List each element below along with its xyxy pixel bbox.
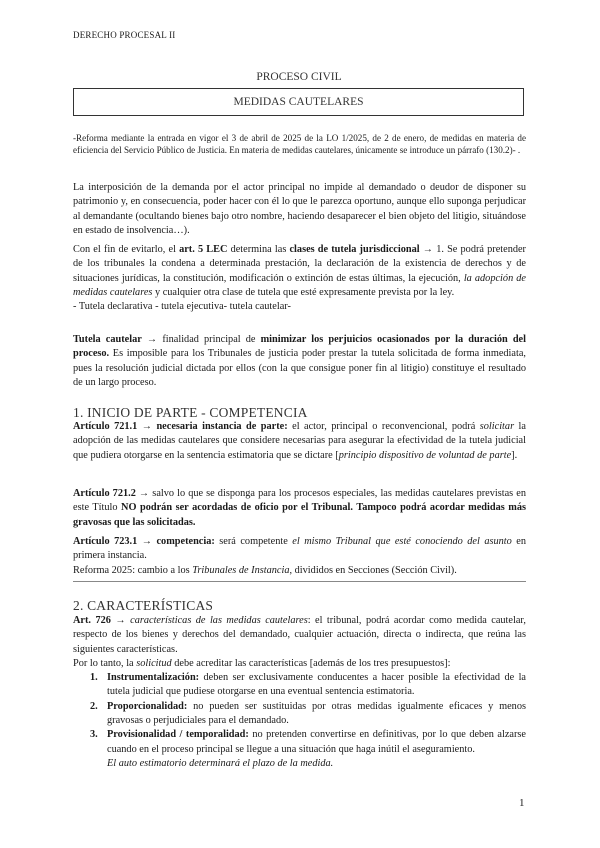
list-number: 2. [90,700,98,712]
item-text: no pueden ser sustituidas por otras medidas igualmente eficaces y menos gravosas o perjudiciales para el demandado. [107,700,526,727]
text-run: Con el fin de evitarlo, el [73,244,180,255]
text-run: : el tribunal, podrá acordar como medida cautelar, respecto de los bienes y derechos del demandado, cualquier actuación, directa o indirecta, que reúna las siguientes características. [73,615,526,655]
list-number: 1. [90,672,98,684]
intro-text: La interposición de la demanda por el actor principal no impide al demandado o deudor de disponer su patrimonio y, en consecuencia, poder hacer con él lo que le parezca oportuno, aunque ello suponga perjudicar al demandante (ocultando bienes bajo otro nombre, haciendo desaparecer el bien objeto del litigio, situándose en estado de insolvencia…). [73,182,526,236]
characteristics-list [73,671,526,771]
intro-paragraph [73,181,526,238]
article-726 [73,614,526,771]
text-run: , divididos en Secciones (Sección Civil). [289,564,457,576]
reform-note-text: -Reforma mediante la entrada en vigor el 3 de abril de 2025 de la LO 1/2025, de 2 de enero, de medidas en materia de eficiencia del Servicio Público de Justicia. En materia de medidas cautelares, únicamente se introduce un párrafo (130.2)- . [73,133,526,156]
text-run: Por lo tanto, la [73,657,137,669]
text-run: ]. [511,449,518,461]
italic-run: el mismo Tribunal que esté conociendo del asunto [292,536,512,547]
text-run: y cualquier otra clase de tutela que esté expresamente prevista por la ley. [152,286,455,298]
lec-text [73,243,526,300]
tutela-cautelar-paragraph [73,333,526,390]
article-721-1-text [73,420,526,463]
bold-run: Artículo 721.2 [73,488,136,499]
italic-run: la adopción de medidas cautelares [73,272,526,298]
text-run: → 1. Se podrá pretender de los tribunales la condena a determinada prestación, la declaración de la existencia de derechos y de situaciones jurídicas, la constitución, modificación o extinción de estas últimas, la ejecución, [73,244,526,284]
italic-run: principio dispositivo de voluntad de parte [338,449,512,461]
italic-run: solicitud [136,657,172,669]
article-721-1 [73,420,526,463]
section-heading-inicio: 1. INICIO DE PARTE - COMPETENCIA [73,405,308,420]
tutela-types-line: - Tutela declarativa - tutela ejecutiva- tutela cautelar- [73,301,291,313]
running-header: DERECHO PROCESAL II [73,30,176,40]
text-run: debe acreditar las características [además de los tres presupuestos]: [171,657,451,669]
bold-run: Tutela cautelar [73,334,142,345]
article-726-text [73,614,526,657]
italic-run: solicitar [479,421,515,432]
bold-run: Art. 726 [73,615,111,626]
list-item [73,728,526,771]
reform-note [73,132,526,157]
horizontal-divider [73,581,526,582]
article-721-2 [73,487,526,530]
bold-run: Artículo 721.1 → necesaria instancia de parte: [73,421,288,432]
text-run: será competente [214,536,293,547]
item-note: El auto estimatorio determinará el plazo de la medida. [107,757,334,769]
lec-paragraph [73,243,526,314]
text-run: Reforma 2025: cambio a los [73,564,193,576]
section-heading-caracteristicas: 2. CARACTERÍSTICAS [73,598,214,613]
text-run: Es imposible para los Tribunales de justicia poder prestar la tutela solicitada de forma inmediata, pues la resolución judicial dictada por ellos (con la que consigue poner fin al litigio) constituye el resultado de un largo proceso. [73,348,526,388]
tutela-text [73,333,526,390]
article-723-1 [73,535,526,578]
item-title: Provisionalidad / temporalidad: [107,729,249,741]
text-run: → salvo lo que se disponga para los procesos especiales, las medidas cautelares previstas en este Título [73,488,526,514]
italic-run: características de las medidas cautelares [130,615,308,626]
bold-run: clases de tutela jurisdiccional [289,244,420,255]
text-run: determina las [227,244,290,255]
page-number: 1 [519,797,525,809]
text-run: → [110,615,131,626]
text-run: el actor, principal o reconvencional, podrá [287,421,480,432]
bold-run: NO podrán ser acordadas de oficio por el Tribunal. Tampoco podrá acordar medidas más gravosas que las solicitadas. [73,502,527,528]
boxed-subtitle: MEDIDAS CAUTELARES [73,88,524,116]
list-item [73,671,526,700]
reforma-2025-text [73,564,526,578]
document-title: PROCESO CIVIL [256,71,342,83]
text-run: en primera instancia. [73,536,527,562]
article-721-2-text [73,487,526,530]
item-text: deben ser exclusivamente conducentes a hacer posible la efectividad de la tutela judicial que pudiese otorgarse en una eventual sentencia estimatoria. [107,672,526,698]
item-text: no pretenden convertirse en definitivas, por lo que deben alzarse cuando en el proceso principal se llegue a una situación que haga inútil el aseguramiento. [107,729,527,755]
bold-run: Artículo 723.1 → competencia: [73,536,215,547]
text-run: la adopción de las medidas cautelares que considere necesarias para asegurar la efectividad de la tutela judicial que pudiera otorgarse en la sentencia estimatoria que se dictare [ [73,421,526,461]
text-run: → finalidad principal de [141,334,261,345]
italic-run: Tribunales de Instancia [192,564,290,576]
list-item [73,700,526,729]
por-lo-tanto-text [73,657,526,671]
item-title: Proporcionalidad: [107,700,188,712]
list-number: 3. [90,729,98,741]
article-723-1-text [73,535,526,564]
bold-run: minimizar los perjuicios ocasionados por la duración del proceso. [73,334,526,360]
item-title: Instrumentalización: [107,672,200,684]
bold-run: art. 5 LEC [179,244,228,255]
